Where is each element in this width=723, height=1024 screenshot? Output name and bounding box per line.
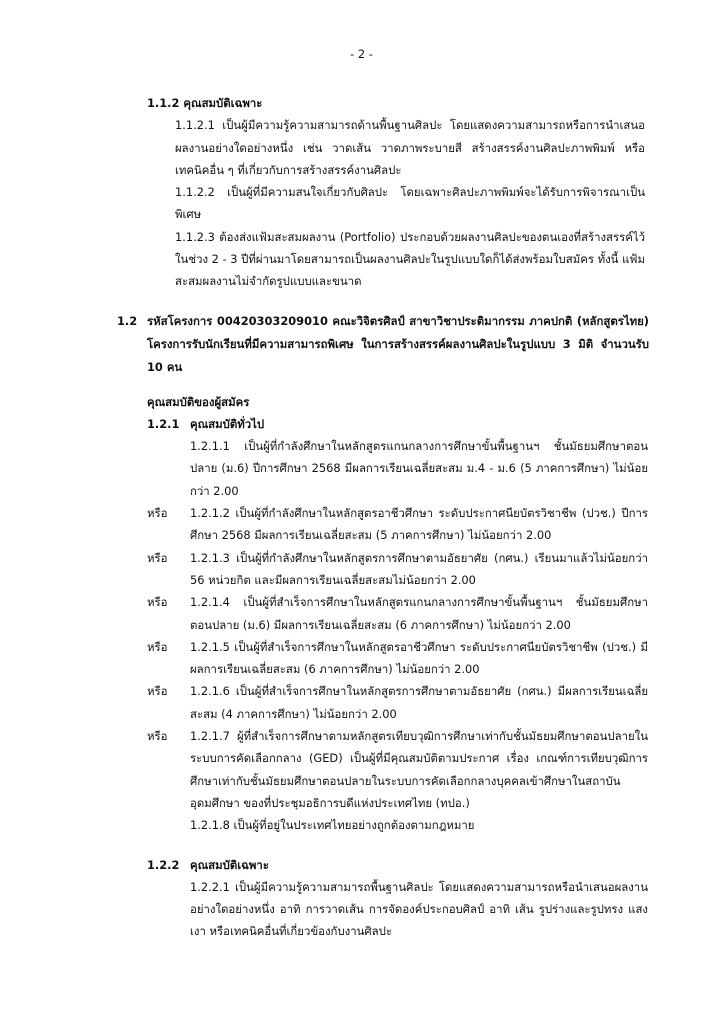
subsection-title-1-2-2: คุณสมบัติเฉพาะ: [190, 857, 269, 872]
list-item: [0, 636, 723, 681]
or-label: หรือ: [147, 684, 168, 699]
section-title-1-2: รหัสโครงการ 00420303209010 คณะวิจิตรศิลป์ สาขาวิชาประติมากรรม ภาคปกติ (หลักสูตรไทย) โครงการรับนักเรียนที่มีความสามารถพิเศษ ในการสร้างสรรค์ผลงานศิลปะในรูปแบบ 3 มิติ จำนวนรับ 10 คน: [147, 313, 649, 375]
list-item: [0, 547, 723, 592]
paragraph-1-1-2-1: 1.1.2.1 เป็นผู้มีความรู้ความสามารถด้านพื้นฐานศิลปะ โดยแสดงความสามารถหรือการนำเสนอผลงานอย่างใดอย่างหนึ่ง เช่น วาดเส้น วาดภาพระบายสี สร้างสรรค์งานศิลปะภาพพิมพ์ หรือเทคนิคอื่น ๆ ที่เกี่ยวกับการสร้างสรรค์งานศิลปะ: [175, 118, 645, 177]
or-label: หรือ: [147, 595, 168, 610]
subsection-heading-1-2-2: [0, 854, 723, 876]
paragraph-1-1-2-3: 1.1.2.3 ต้องส่งแฟ้มสะสมผลงาน (Portfolio) ประกอบด้วยผลงานศิลปะของตนเองที่สร้างสรรค์ไว้ในช่วง 2 - 3 ปีที่ผ่านมาโดยสามารถเป็นผลงานศิลปะในรูปแบบใดก็ได้ส่งพร้อมใบสมัคร ทั้งนี้ แฟ้มสะสมผลงานไม่จำกัดรูปแบบและขนาด: [175, 229, 645, 289]
item-text: 1.2.1.6 เป็นผู้ที่สำเร็จการศึกษาในหลักสูตรการศึกษาตามอัธยาศัย (กศน.) มีผลการเรียนเฉลี่ยสะสม (4 ภาคการศึกษา) ไม่น้อยกว่า 2.00: [190, 684, 648, 721]
subsection-number-1-2-1: 1.2.1: [147, 416, 180, 431]
item-text: 1.2.1.8 เป็นผู้ที่อยู่ในประเทศไทยอย่างถูกต้องตามกฎหมาย: [190, 818, 475, 833]
list-item: [0, 591, 723, 636]
or-label: หรือ: [147, 729, 168, 744]
qualifications-heading: คุณสมบัติของผู้สมัคร: [147, 394, 250, 409]
item-text: 1.2.1.2 เป็นผู้ที่กำลังศึกษาในหลักสูตรอาชีวศึกษา ระดับประกาศนียบัตรวิชาชีพ (ปวช.) ปีการศึกษา 2568 มีผลการเรียนเฉลี่ยสะสม (5 ภาคการศึกษา) ไม่น้อยกว่า 2.00: [190, 506, 648, 543]
item-text: 1.2.1.1 เป็นผู้ที่กำลังศึกษาในหลักสูตรแกนกลางการศึกษาขั้นพื้นฐานฯ ชั้นมัธยมศึกษาตอนปลาย (ม.6) ปีการศึกษา 2568 มีผลการเรียนเฉลี่ยสะสม ม.4 - ม.6 (5 ภาคการศึกษา) ไม่น้อยกว่า 2.00: [190, 439, 648, 498]
or-label: หรือ: [147, 639, 168, 654]
list-item: [0, 725, 723, 814]
document-body: [0, 92, 723, 943]
subsection-number-1-2-2: 1.2.2: [147, 857, 180, 872]
list-item: [0, 502, 723, 547]
item-text: 1.2.1.4 เป็นผู้ที่สำเร็จการศึกษาในหลักสูตรแกนกลางการศึกษาขั้นพื้นฐานฯ ชั้นมัธยมศึกษาตอนปลาย (ม.6) มีผลการเรียนเฉลี่ยสะสม (6 ภาคการศึกษา) ไม่น้อยกว่า 2.00: [190, 595, 648, 632]
subsection-title-1-2-1: คุณสมบัติทั่วไป: [190, 416, 265, 431]
page-number: - 2 -: [350, 47, 373, 61]
section-heading-1-1-2: 1.1.2 คุณสมบัติเฉพาะ: [147, 96, 263, 110]
subsection-heading-1-2-1: [0, 413, 723, 435]
list-item: [0, 876, 723, 943]
list-item: [0, 680, 723, 725]
item-text: 1.2.1.3 เป็นผู้ที่กำลังศึกษาในหลักสูตรการศึกษาตามอัธยาศัย (กศน.) เรียนมาแล้วไม่น้อยกว่า 56 หน่วยกิต และมีผลการเรียนเฉลี่ยสะสมไม่น้อยกว่า 2.00: [190, 550, 648, 587]
list-item: [0, 435, 723, 502]
section-1-2: [0, 310, 723, 380]
section-number-1-2: 1.2: [117, 313, 138, 328]
item-text: 1.2.2.1 เป็นผู้มีความรู้ความสามารถพื้นฐานศิลปะ โดยแสดงความสามารถหรือนำเสนอผลงานอย่างใดอย่างหนึ่ง อาทิ การวาดเส้น การจัดองค์ประกอบศิลป์ อาทิ เส้น รูปร่างและรูปทรง แสง เงา หรือเทคนิคอื่นที่เกี่ยวข้องกับงานศิลปะ: [190, 879, 648, 939]
item-text: 1.2.1.7 ผู้ที่สำเร็จการศึกษาตามหลักสูตรเทียบวุฒิการศึกษาเท่ากับชั้นมัธยมศึกษาตอนปลายในระบบการคัดเลือกกลาง (GED) เป็นผู้ที่มีคุณสมบัติตามประกาศ เรื่อง เกณฑ์การเทียบวุฒิการศึกษาเท่ากับชั้นมัธยมศึกษาตอนปลายในระบบการคัดเลือกกลางบุคคลเข้าศึกษาในสถาบันอุดมศึกษา ของที่ประชุมอธิการบดีแห่งประเทศไทย (ทปอ.): [190, 729, 648, 810]
or-label: หรือ: [147, 550, 168, 565]
list-item: [0, 814, 723, 836]
or-label: หรือ: [147, 506, 168, 521]
item-text: 1.2.1.5 เป็นผู้ที่สำเร็จการศึกษาในหลักสูตรอาชีวศึกษา ระดับประกาศนียบัตรวิชาชีพ (ปวช.) มีผลการเรียนเฉลี่ยสะสม (6 ภาคการศึกษา) ไม่น้อยกว่า 2.00: [190, 639, 648, 677]
paragraph-1-1-2-2: 1.1.2.2 เป็นผู้ที่มีความสนใจเกี่ยวกับศิลปะ โดยเฉพาะศิลปะภาพพิมพ์จะได้รับการพิจารณาเป็นพิเศษ: [175, 185, 645, 222]
